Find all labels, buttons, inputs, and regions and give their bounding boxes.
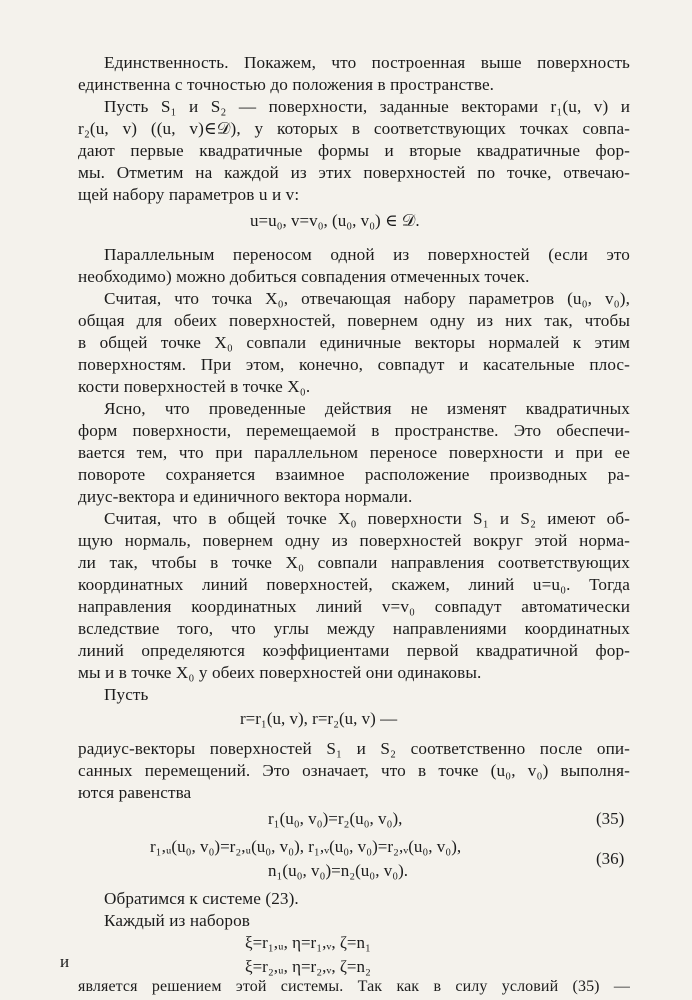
text-line: Пусть <box>104 685 149 704</box>
text-line: Обратимся к системе (23). <box>104 889 299 908</box>
text-line: Единственность. Покажем, что построенная выше поверхность <box>104 53 630 72</box>
text-line: вследствие того, что углы между направлениями координатных <box>78 619 630 638</box>
text-line: форм поверхности, перемещаемой в пространстве. Это обеспечи- <box>78 421 630 440</box>
text-line: в общей точке X₀ совпали единичные векторы нормалей к этим <box>78 333 630 352</box>
formula-eq35: r₁(u₀, v₀)=r₂(u₀, v₀), <box>268 809 403 828</box>
text-line: Каждый из наборов <box>104 911 250 930</box>
text-line: Ясно, что проведенные действия не изменят квадратичных <box>104 399 630 418</box>
formula-point: u=u₀, v=v₀, (u₀, v₀) ∈ 𝒟. <box>250 211 420 230</box>
formula-set2: ξ=r₂,ᵤ, η=r₂,ᵥ, ζ=n₂ <box>245 957 371 976</box>
formula-eq36-b: n₁(u₀, v₀)=n₂(u₀, v₀). <box>268 861 409 880</box>
text-line: поверхностям. При этом, конечно, совпадут и касательные плос- <box>78 355 630 374</box>
text-line: Параллельным переносом одной из поверхностей (если это <box>104 245 630 264</box>
text-line: щей набору параметров u и v: <box>78 185 300 204</box>
text-line: дают первые квадратичные формы и вторые квадратичные фор- <box>78 141 630 160</box>
text-line: линий определяются коэффициентами первой квадратичной фор- <box>78 641 630 660</box>
formula-radius-vectors: r=r₁(u, v), r=r₂(u, v) — <box>240 709 398 728</box>
conjunction-and: и <box>60 952 70 971</box>
text-line: Считая, что точка X₀, отвечающая набору параметров (u₀, v₀), <box>104 289 630 308</box>
text-line: необходимо) можно добиться совпадения отмеченных точек. <box>78 267 530 286</box>
text-line: ли так, чтобы в точке X₀ совпали направления соответствующих <box>78 553 630 572</box>
text-line: r₂(u, v) ((u, v)∈𝒟), у которых в соответствующих точках совпа- <box>78 119 630 138</box>
formula-set1: ξ=r₁,ᵤ, η=r₁,ᵥ, ζ=n₁ <box>245 933 371 952</box>
text-line: щую нормаль, повернем одну из поверхностей вокруг этой норма- <box>78 531 630 550</box>
text-line: повороте сохраняется взаимное расположение производных ра- <box>78 465 630 484</box>
text-line: Считая, что в общей точке X₀ поверхности S₁ и S₂ имеют об- <box>104 509 630 528</box>
text-line: кости поверхностей в точке X₀. <box>78 377 311 396</box>
text-line: диус-вектора и единичного вектора нормали. <box>78 487 413 506</box>
text-line: радиус-векторы поверхностей S₁ и S₂ соответственно после опи- <box>78 739 630 758</box>
text-line: общая для обеих поверхностей, повернем одну из них так, чтобы <box>78 311 630 330</box>
text-line: санных перемещений. Это означает, что в точке (u₀, v₀) выполня- <box>78 761 630 780</box>
equation-number-36: (36) <box>596 849 625 868</box>
text-line: направления координатных линий v=v₀ совпадут автоматически <box>78 597 630 616</box>
text-line: ются равенства <box>78 783 192 802</box>
text-line: мы и в точке X₀ у обеих поверхностей они одинаковы. <box>78 663 482 682</box>
text-line: вается тем, что при параллельном переносе поверхности и при ее <box>78 443 630 462</box>
formula-eq36-a: r₁,ᵤ(u₀, v₀)=r₂,ᵤ(u₀, v₀), r₁,ᵥ(u₀, v₀)=r₂,ᵥ(u₀, v₀), <box>150 837 462 856</box>
text-line: единственна с точностью до положения в пространстве. <box>78 75 495 94</box>
text-line: мы. Отметим на каждой из этих поверхностей по точке, отвечаю- <box>78 163 630 182</box>
text-line: является решением этой системы. Так как в силу условий (35) — <box>78 978 630 995</box>
text-line: координатных линий поверхностей, скажем, линий u=u₀. Тогда <box>78 575 630 594</box>
equation-number-35: (35) <box>596 809 625 828</box>
text-line: Пусть S₁ и S₂ — поверхности, заданные векторами r₁(u, v) и <box>104 97 630 116</box>
